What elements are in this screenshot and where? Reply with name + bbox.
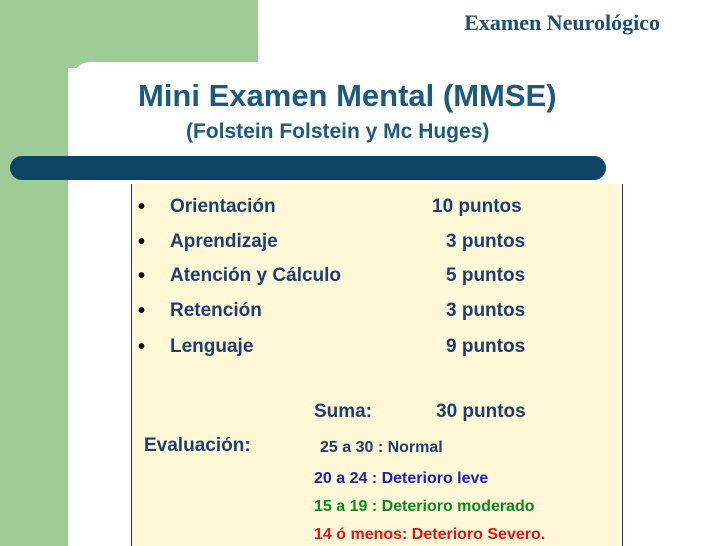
bullet-icon: •: [138, 196, 146, 218]
divider-bar: [10, 156, 606, 180]
bullet-icon: •: [138, 265, 146, 287]
evaluation-range-normal: 25 a 30 : Normal: [320, 439, 443, 456]
evaluation-label: Evaluación:: [144, 435, 251, 456]
header-title: Examen Neurológico: [464, 10, 660, 35]
bullet-icon: •: [138, 231, 146, 253]
bullet-icon: •: [138, 300, 146, 322]
item-score: 3 puntos: [446, 231, 526, 252]
item-label: Orientación: [170, 196, 276, 217]
item-score: 10 puntos: [432, 196, 522, 217]
item-label: Atención y Cálculo: [170, 265, 342, 286]
item-label: Retención: [170, 300, 262, 321]
slide-title: Mini Examen Mental (MMSE): [138, 78, 557, 113]
evaluation-range-severo: 14 ó menos: Deterioro Severo.: [314, 526, 546, 543]
bullet-icon: •: [138, 336, 146, 358]
decorative-green-strip: [0, 0, 68, 546]
item-score: 5 puntos: [446, 265, 526, 286]
sum-value: 30 puntos: [436, 401, 526, 422]
slide-subtitle: (Folstein Folstein y Mc Huges): [186, 120, 490, 143]
item-label: Lenguaje: [170, 336, 254, 357]
item-score: 9 puntos: [446, 336, 526, 357]
sum-label: Suma:: [314, 401, 373, 422]
item-label: Aprendizaje: [170, 231, 278, 252]
evaluation-range-moderado: 15 a 19 : Deterioro moderado: [314, 498, 535, 515]
item-score: 3 puntos: [446, 300, 526, 321]
evaluation-range-leve: 20 a 24 : Deterioro leve: [314, 470, 489, 487]
